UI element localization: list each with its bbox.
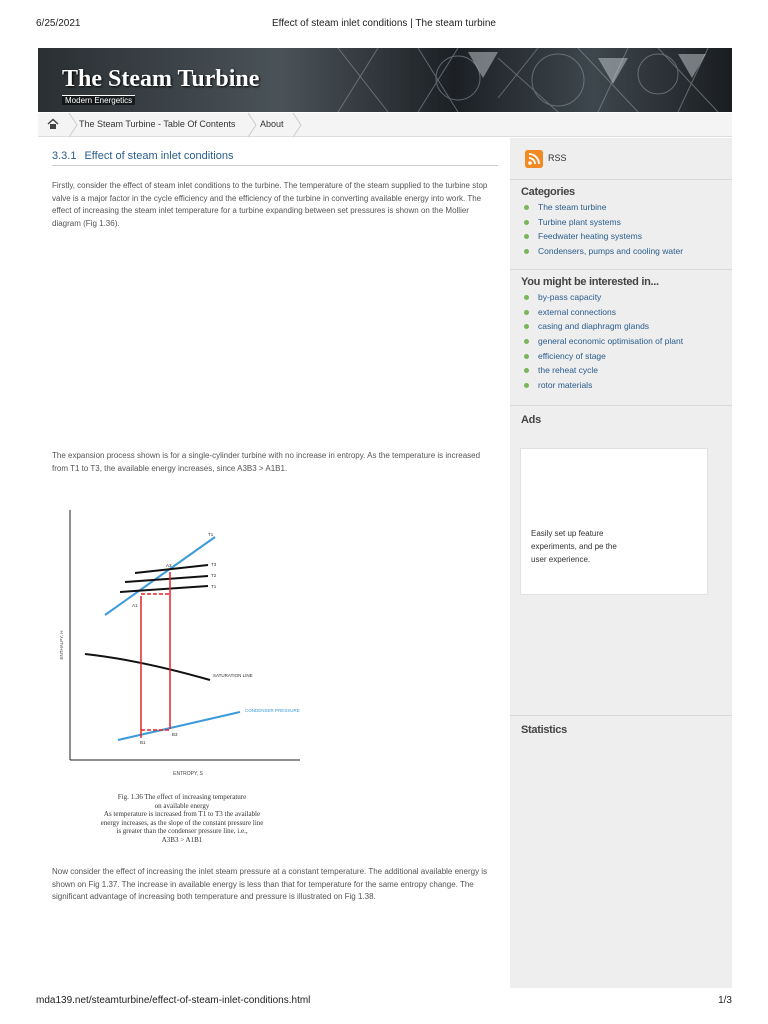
- interest-label: rotor materials: [538, 380, 593, 391]
- interest-box: [510, 270, 732, 406]
- print-footer: [0, 995, 768, 1009]
- bullet-icon: [524, 234, 529, 239]
- site-subtitle: Modern Energetics: [62, 95, 135, 105]
- label-t1-top: T1: [208, 532, 214, 537]
- interest-item[interactable]: [524, 378, 732, 393]
- site-title[interactable]: The Steam Turbine: [62, 66, 260, 92]
- isotherm-t1: [120, 586, 208, 592]
- print-date: 6/25/2021: [36, 18, 81, 29]
- paragraph-expansion-text: The expansion process shown is for a single-cylinder turbine with no increase in entropy. As the temperature is increased from T1 to T3, the available energy increases, since A3B3 > A1B1.: [52, 451, 481, 473]
- bullet-icon: [524, 354, 529, 359]
- isotherm-t2: [125, 576, 208, 582]
- categories-heading: Categories: [521, 186, 575, 198]
- interest-item[interactable]: [524, 305, 732, 320]
- bullet-icon: [524, 324, 529, 329]
- paragraph-expansion: [52, 450, 498, 475]
- print-header: [0, 18, 768, 32]
- category-item[interactable]: [524, 200, 732, 215]
- caption-line: is greater than the condenser pressure line, i.e.,: [116, 827, 248, 835]
- breadcrumb-separator: [292, 113, 302, 137]
- site-banner: [38, 48, 732, 112]
- ad-frame[interactable]: [520, 448, 708, 595]
- home-icon[interactable]: [46, 117, 60, 131]
- categories-box: [510, 180, 732, 270]
- ad-text[interactable]: Easily set up feature experiments, and pe the user experience.: [531, 529, 617, 564]
- caption-line: A3B3 > A1B1: [161, 835, 203, 844]
- paragraph-pressure: Now consider the effect of increasing the inlet steam pressure at a constant temperature. The additional available energy is shown on Fig 1.37. The increase in available energy is less than that for temperature for the same entropy change. The significant advantage of increasing both temperature and pressure is illustrated on Fig 1.38.: [52, 867, 488, 901]
- caption-line: As temperature is increased from T1 to T3 the available: [103, 810, 261, 818]
- interest-label: the reheat cycle: [538, 365, 599, 376]
- categories-list: [524, 200, 732, 259]
- category-label: Condensers, pumps and cooling water: [538, 246, 684, 257]
- interest-item[interactable]: [524, 290, 732, 305]
- caption-line: Fig. 1.36 The effect of increasing temperature: [117, 793, 247, 801]
- label-condenser: CONDENSER PRESSURE: [245, 708, 300, 713]
- figure-caption: [62, 793, 302, 844]
- interest-heading: You might be interested in...: [521, 276, 659, 288]
- breadcrumb-separator: [247, 113, 257, 137]
- interest-item[interactable]: [524, 363, 732, 378]
- rss-link[interactable]: RSS: [548, 153, 567, 163]
- rss-box: [510, 138, 732, 180]
- x-axis-label: ENTROPY, S: [173, 771, 203, 777]
- statistics-box: [510, 716, 732, 756]
- bullet-icon: [524, 220, 529, 225]
- category-label: The steam turbine: [538, 202, 607, 212]
- category-item[interactable]: [524, 215, 732, 230]
- interest-list: [524, 290, 732, 393]
- bullet-icon: [524, 249, 529, 254]
- breadcrumb-nav: [38, 113, 732, 137]
- print-page-number: 1/3: [718, 995, 732, 1006]
- section-number: 3.3.1: [52, 150, 77, 162]
- bullet-icon: [524, 295, 529, 300]
- bullet-icon: [524, 368, 529, 373]
- label-a1: A1: [132, 603, 138, 608]
- y-axis-label: ENTHALPY, H: [59, 630, 64, 660]
- interest-label: efficiency of stage: [538, 350, 606, 361]
- condenser-pressure-line: [118, 712, 240, 740]
- interest-label: general economic optimisation of plant: [538, 336, 684, 347]
- ads-heading: Ads: [521, 414, 541, 426]
- label-t3: T3: [211, 562, 217, 567]
- saturation-line: [85, 654, 210, 680]
- paragraph-intro: Firstly, consider the effect of steam inlet conditions to the turbine. The temperature of the steam supplied to the turbine stop valve is a major factor in the cycle efficiency and the efficiency of the turbine in converting available energy into work. The effect of increasing the steam inlet temperature for a turbine expanding between set pressures is shown on the Mollier diagram (Fig 1.36).: [52, 181, 488, 228]
- rss-icon[interactable]: [525, 150, 543, 168]
- nav-table-of-contents[interactable]: The Steam Turbine - Table Of Contents: [79, 119, 236, 129]
- label-b1: B1: [140, 740, 146, 745]
- bullet-icon: [524, 339, 529, 344]
- interest-label: by-pass capacity: [538, 292, 602, 302]
- interest-label: external connections: [538, 306, 616, 317]
- bullet-icon: [524, 205, 529, 210]
- interest-item[interactable]: [524, 334, 732, 349]
- interest-item[interactable]: [524, 319, 732, 334]
- bullet-icon: [524, 310, 529, 315]
- statistics-heading: Statistics: [521, 724, 567, 736]
- interest-item[interactable]: [524, 349, 732, 364]
- category-label: Turbine plant systems: [538, 216, 621, 227]
- main-content: [52, 150, 498, 230]
- sidebar: [510, 138, 732, 988]
- interest-label: casing and diaphragm glands: [538, 321, 650, 332]
- label-a3: A3: [166, 563, 172, 568]
- label-saturation: SATURATION LINE: [213, 673, 253, 678]
- print-title: Effect of steam inlet conditions | The steam turbine: [271, 18, 496, 29]
- label-t1: T1: [211, 584, 217, 589]
- category-label: Feedwater heating systems: [538, 231, 642, 242]
- section-title: Effect of steam inlet conditions: [84, 150, 234, 162]
- category-item[interactable]: [524, 244, 732, 259]
- breadcrumb-separator: [68, 113, 78, 137]
- bullet-icon: [524, 383, 529, 388]
- section-heading: [52, 150, 498, 166]
- category-item[interactable]: [524, 229, 732, 244]
- caption-line: energy increases, as the slope of the constant pressure line: [100, 818, 264, 827]
- label-b3: B3: [172, 732, 178, 737]
- print-url: mda139.net/steamturbine/effect-of-steam-inlet-conditions.html: [36, 995, 311, 1006]
- caption-line: on available energy: [154, 801, 210, 810]
- nav-about[interactable]: About: [260, 119, 284, 129]
- label-t2: T2: [211, 573, 217, 578]
